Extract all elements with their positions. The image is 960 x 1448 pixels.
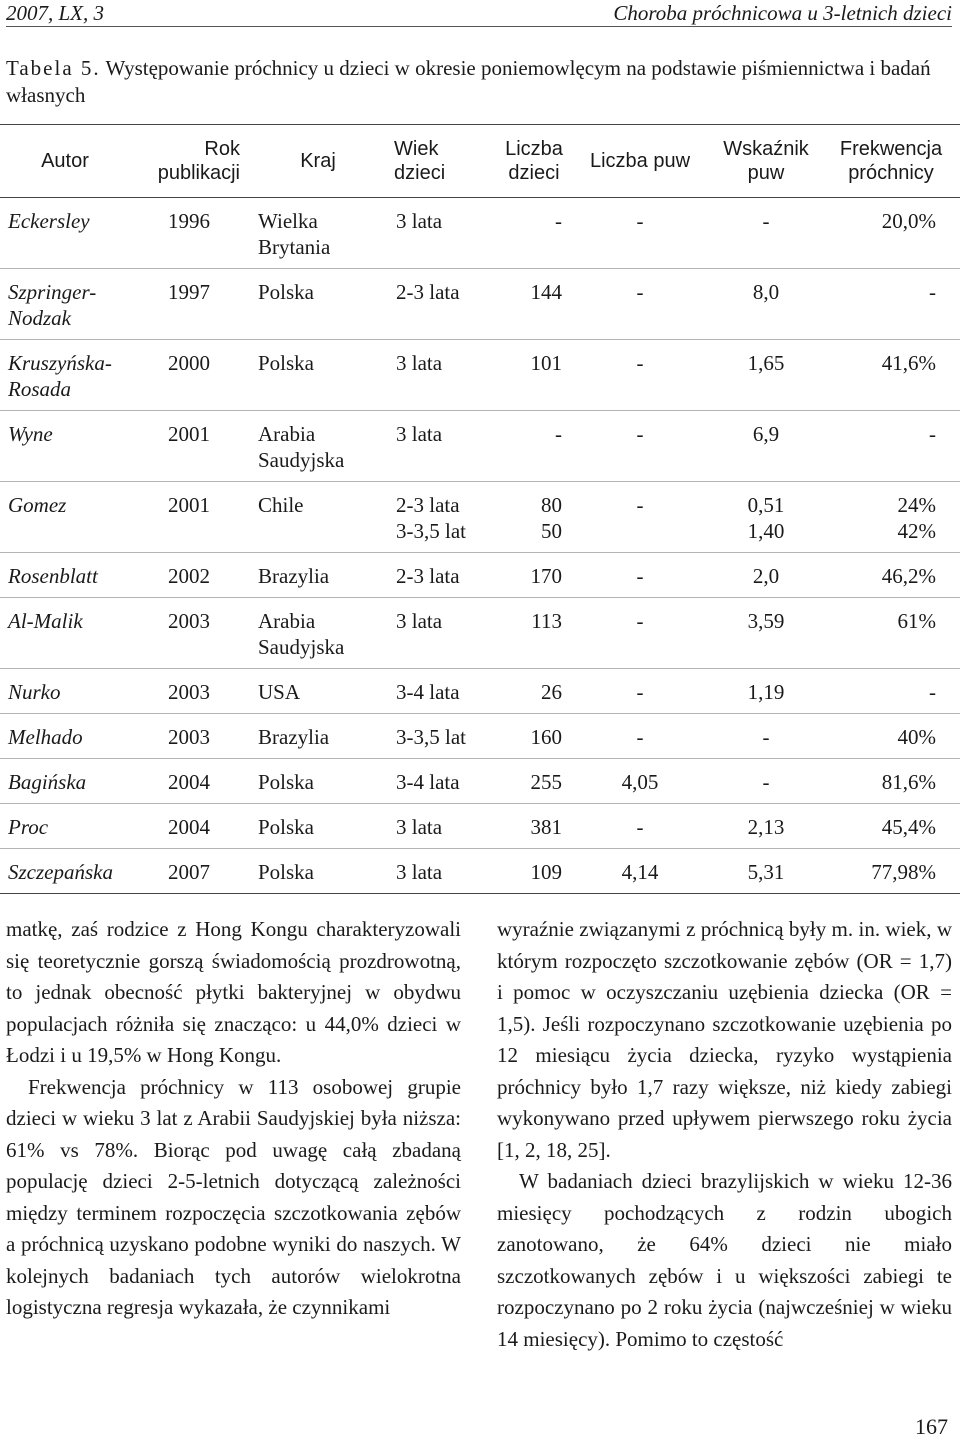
table-header-row [0, 125, 960, 198]
cell-liczba-dzieci: - [498, 411, 570, 482]
page-number: 167 [915, 1414, 948, 1439]
cell-wiek: 3-4 lata [388, 669, 498, 714]
cell-kraj: Polska [248, 759, 388, 804]
cell-autor: Melhado [0, 714, 130, 759]
cell-liczba-dzieci: 381 [498, 804, 570, 849]
cell-wskaznik-puw: 1,65 [710, 340, 822, 411]
cell-wskaznik-puw: 1,19 [710, 669, 822, 714]
cell-liczba-puw: - [570, 804, 710, 849]
cell-frekwencja: 40% [822, 714, 960, 759]
cell-kraj: Polska [248, 269, 388, 340]
table-row [0, 198, 960, 269]
cell-kraj: Chile [248, 482, 388, 553]
header-rok: Rok publikacji [130, 125, 248, 198]
cell-liczba-dzieci: 101 [498, 340, 570, 411]
cell-autor: Szpringer- Nodzak [0, 269, 130, 340]
cell-liczba-dzieci: 160 [498, 714, 570, 759]
cell-rok: 2003 [130, 714, 248, 759]
cell-autor: Al-Malik [0, 598, 130, 669]
cell-liczba-puw: - [570, 198, 710, 269]
table-row [0, 714, 960, 759]
table-row [0, 553, 960, 598]
cell-rok: 2002 [130, 553, 248, 598]
cell-rok: 2001 [130, 482, 248, 553]
header-kraj: Kraj [248, 125, 388, 198]
journal-issue: 2007, LX, 3 [6, 1, 105, 25]
cell-liczba-puw: - [570, 269, 710, 340]
cell-wiek: 2-3 lata 3-3,5 lat [388, 482, 498, 553]
table-row [0, 482, 960, 553]
cell-frekwencja: 45,4% [822, 804, 960, 849]
running-header [6, 0, 952, 27]
cell-liczba-puw: - [570, 482, 710, 553]
cell-liczba-puw: - [570, 598, 710, 669]
header-liczba-dzieci: Liczba dzieci [498, 125, 570, 198]
cell-rok: 2000 [130, 340, 248, 411]
cell-liczba-dzieci: 255 [498, 759, 570, 804]
cell-rok: 2004 [130, 804, 248, 849]
cell-wiek: 2-3 lata [388, 269, 498, 340]
cell-autor: Rosenblatt [0, 553, 130, 598]
cell-rok: 2001 [130, 411, 248, 482]
cell-wiek: 3 lata [388, 849, 498, 894]
cell-wskaznik-puw: - [710, 198, 822, 269]
cell-autor: Bagińska [0, 759, 130, 804]
cell-liczba-puw: 4,14 [570, 849, 710, 894]
header-frekwencja: Frekwencja próchnicy [822, 125, 960, 198]
table-row [0, 669, 960, 714]
header-wskaznik-puw: Wskaźnik puw [710, 125, 822, 198]
cell-liczba-puw: 4,05 [570, 759, 710, 804]
cell-autor: Proc [0, 804, 130, 849]
table-label: Tabela 5. [6, 56, 101, 80]
cell-autor: Szczepańska [0, 849, 130, 894]
cell-frekwencja: - [822, 269, 960, 340]
cell-liczba-dzieci: 26 [498, 669, 570, 714]
cell-kraj: Polska [248, 340, 388, 411]
cell-rok: 1997 [130, 269, 248, 340]
cell-wiek: 3 lata [388, 598, 498, 669]
table-row [0, 411, 960, 482]
cell-kraj: Polska [248, 804, 388, 849]
table-row [0, 759, 960, 804]
results-table [0, 124, 960, 894]
cell-wiek: 3 lata [388, 340, 498, 411]
cell-frekwencja: 41,6% [822, 340, 960, 411]
cell-wiek: 2-3 lata [388, 553, 498, 598]
cell-liczba-puw: - [570, 669, 710, 714]
cell-kraj: Brazylia [248, 714, 388, 759]
cell-rok: 2003 [130, 598, 248, 669]
cell-wskaznik-puw: - [710, 759, 822, 804]
cell-autor: Wyne [0, 411, 130, 482]
body-paragraph: wyraźnie związanymi z próchnicą były m. in. wiek, w którym rozpoczęto szczotkowanie zębów (OR = 1,7) i pomoc w oczyszczaniu uzębienia dziecka (OR = 1,5). Jeśli rozpoczynano szczotkowanie uzębienia po 12 miesiącu życia dziecka, ryzyko wystąpienia próchnicy było 1,7 razy większe, niż kiedy zabiegi wykonywano przed upływem pierwszego roku życia [1, 2, 18, 25]. [497, 917, 952, 1162]
cell-liczba-dzieci: 80 50 [498, 482, 570, 553]
cell-frekwencja: 61% [822, 598, 960, 669]
cell-liczba-dzieci: - [498, 198, 570, 269]
body-paragraph: W badaniach dzieci brazylijskich w wieku 12-36 miesięcy pochodzących z rodzin ubogich zanotowano, że 64% dzieci nie miało szczotkowanych zębów i u większości zabiegi te rozpoczynano po 2 roku życia (najwcześniej w wieku 14 miesięcy). Pomimo to częstość [497, 1169, 952, 1351]
cell-kraj: Arabia Saudyjska [248, 598, 388, 669]
cell-autor: Nurko [0, 669, 130, 714]
cell-rok: 2004 [130, 759, 248, 804]
cell-liczba-puw: - [570, 340, 710, 411]
cell-wiek: 3 lata [388, 804, 498, 849]
cell-kraj: USA [248, 669, 388, 714]
cell-kraj: Arabia Saudyjska [248, 411, 388, 482]
cell-wskaznik-puw: 6,9 [710, 411, 822, 482]
header-liczba-puw: Liczba puw [570, 125, 710, 198]
table-row [0, 269, 960, 340]
header-wiek: Wiek dzieci [388, 125, 498, 198]
header-autor: Autor [0, 125, 130, 198]
cell-wiek: 3-4 lata [388, 759, 498, 804]
running-title: Choroba próchnicowa u 3-letnich dzieci [613, 1, 952, 25]
cell-frekwencja: - [822, 411, 960, 482]
cell-frekwencja: 46,2% [822, 553, 960, 598]
cell-frekwencja: 81,6% [822, 759, 960, 804]
cell-wiek: 3-3,5 lat [388, 714, 498, 759]
cell-liczba-dzieci: 113 [498, 598, 570, 669]
cell-wskaznik-puw: 3,59 [710, 598, 822, 669]
table-caption-text: Występowanie próchnicy u dzieci w okresie poniemowlęcym na podstawie piśmiennictwa i badań własnych [6, 56, 931, 107]
body-paragraph: Frekwencja próchnicy w 113 osobowej grupie dzieci w wieku 3 lat z Arabii Saudyjskiej była niższa: 61% vs 78%. Biorąc pod uwagę całą zbadaną populację dzieci 2-5-letnich dotyczącą zależności między terminem rozpoczęcia szczotkowania zębów a próchnicą uzyskano podobne wyniki do naszych. W kolejnych badaniach tych autorów wielokrotna logistyczna regresja wykazała, że czynnikami [6, 1074, 461, 1319]
table-row [0, 598, 960, 669]
table-row [0, 804, 960, 849]
cell-rok: 2003 [130, 669, 248, 714]
cell-wiek: 3 lata [388, 198, 498, 269]
cell-wiek: 3 lata [388, 411, 498, 482]
table-body [0, 198, 960, 894]
cell-autor: Eckersley [0, 198, 130, 269]
cell-wskaznik-puw: - [710, 714, 822, 759]
cell-kraj: Wielka Brytania [248, 198, 388, 269]
cell-rok: 2007 [130, 849, 248, 894]
cell-wskaznik-puw: 5,31 [710, 849, 822, 894]
body-column-left [6, 914, 461, 1324]
cell-liczba-dzieci: 170 [498, 553, 570, 598]
body-paragraph: matkę, zaś rodzice z Hong Kongu charakteryzowali się teoretycznie gorszą świadomością prozdrowotną, to jednak obecność płytki bakteryjnej w obydwu populacjach różniła się znacząco: u 44,0% dzieci w Łodzi i u 19,5% w Hong Kongu. [6, 917, 461, 1067]
table-row [0, 340, 960, 411]
cell-liczba-puw: - [570, 714, 710, 759]
cell-liczba-dzieci: 109 [498, 849, 570, 894]
cell-rok: 1996 [130, 198, 248, 269]
cell-frekwencja: 20,0% [822, 198, 960, 269]
cell-autor: Gomez [0, 482, 130, 553]
table-caption [6, 55, 952, 109]
cell-frekwencja: - [822, 669, 960, 714]
cell-frekwencja: 24% 42% [822, 482, 960, 553]
cell-liczba-puw: - [570, 411, 710, 482]
cell-wskaznik-puw: 2,13 [710, 804, 822, 849]
cell-liczba-puw: - [570, 553, 710, 598]
body-column-right [497, 914, 952, 1355]
cell-wskaznik-puw: 8,0 [710, 269, 822, 340]
results-table-wrapper [0, 124, 960, 894]
cell-autor: Kruszyńska- Rosada [0, 340, 130, 411]
cell-liczba-dzieci: 144 [498, 269, 570, 340]
cell-wskaznik-puw: 2,0 [710, 553, 822, 598]
cell-frekwencja: 77,98% [822, 849, 960, 894]
cell-kraj: Polska [248, 849, 388, 894]
cell-wskaznik-puw: 0,51 1,40 [710, 482, 822, 553]
cell-kraj: Brazylia [248, 553, 388, 598]
table-row [0, 849, 960, 894]
